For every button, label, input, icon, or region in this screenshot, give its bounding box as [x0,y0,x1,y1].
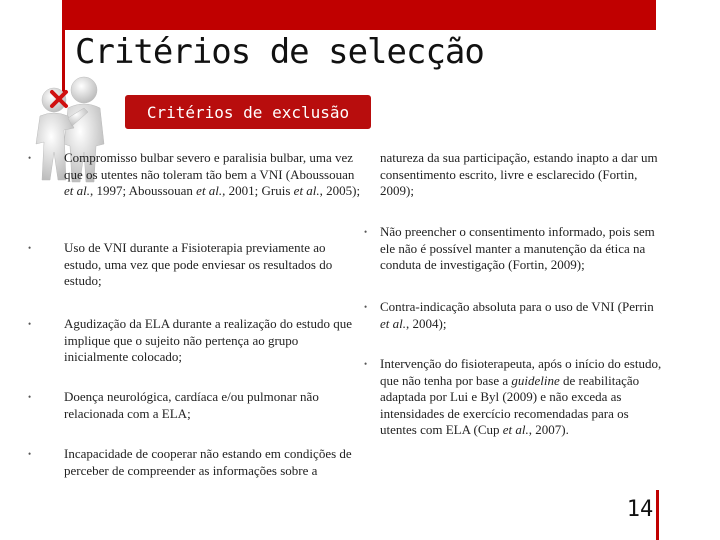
item-text: Uso de VNI durante a Fisioterapia previamente ao estudo, uma vez que pode enviesar os resultados do estudo; [64,240,333,288]
list-item [28,389,364,422]
item-text: de reabilitação adaptada por Lui e Byl (2009) e não exceda as intensidades de exercício recomendadas para os utentes com ELA (Cup [380,372,640,437]
header-bar [62,0,656,30]
item-text-italic: et al. [293,183,320,198]
item-text: , 2001; Gruis [222,183,294,198]
item-text: , 2007). [528,422,569,437]
page-title: Critérios de selecção [75,32,484,72]
bullet: • [28,319,32,329]
item-text: , 2004); [406,315,447,331]
list-item [28,446,364,479]
bullet: • [28,449,32,459]
item-text: Agudização da ELA durante a realização do estudo que implique que o sujeito não pertença ao grupo inicialmente colocado; [64,316,353,364]
bullet: • [364,302,368,312]
list-item [360,224,666,274]
item-text-italic: et al. [64,183,90,198]
bullet: • [28,153,32,163]
list-item [360,356,666,439]
list-item-continuation [360,150,666,200]
section-label: Critérios de exclusão [146,102,350,122]
item-text: Doença neurológica, cardíaca e/ou pulmonar não relacionada com a ELA; [64,389,319,421]
bullet: • [364,359,368,369]
page-accent-line [656,490,659,540]
item-text-italic: et al. [380,315,406,331]
item-text: Não preencher o consentimento informado, pois sem ele não é possível manter a manutenção da ética na conduta de investigação (Fortin, 2009); [380,224,655,272]
list-item [360,299,666,332]
exclusion-criteria-banner [125,95,371,129]
item-text: Contra-indicação absoluta para o uso de VNI (Perrin [380,299,654,314]
item-text-italic: guideline [511,372,560,388]
item-text-italic: et al. [196,183,223,198]
list-item [28,316,364,366]
bullet: • [28,392,32,402]
item-text: , 1997; Aboussouan [90,183,197,198]
item-text: Intervenção do fisioterapeuta, após o início do estudo, que não tenha por base a [380,356,662,388]
item-text-italic: et al. [502,422,529,437]
item-text: natureza da sua participação, estando inapto a dar um consentimento escrito, livre e esclarecido (Fortin, 2009); [380,150,658,198]
list-item [28,150,364,200]
page-number: 14 [626,497,654,522]
item-text: Incapacidade de cooperar não estando em condições de perceber de compreender as informações sobre a [64,446,352,478]
bullet: • [364,227,368,237]
item-text: Compromisso bulbar severo e paralisia bulbar, uma vez que os utentes não toleram tão bem a VNI (Aboussouan [64,150,355,182]
list-item [28,240,364,290]
item-text: , 2005); [319,183,361,198]
bullet: • [28,243,32,253]
